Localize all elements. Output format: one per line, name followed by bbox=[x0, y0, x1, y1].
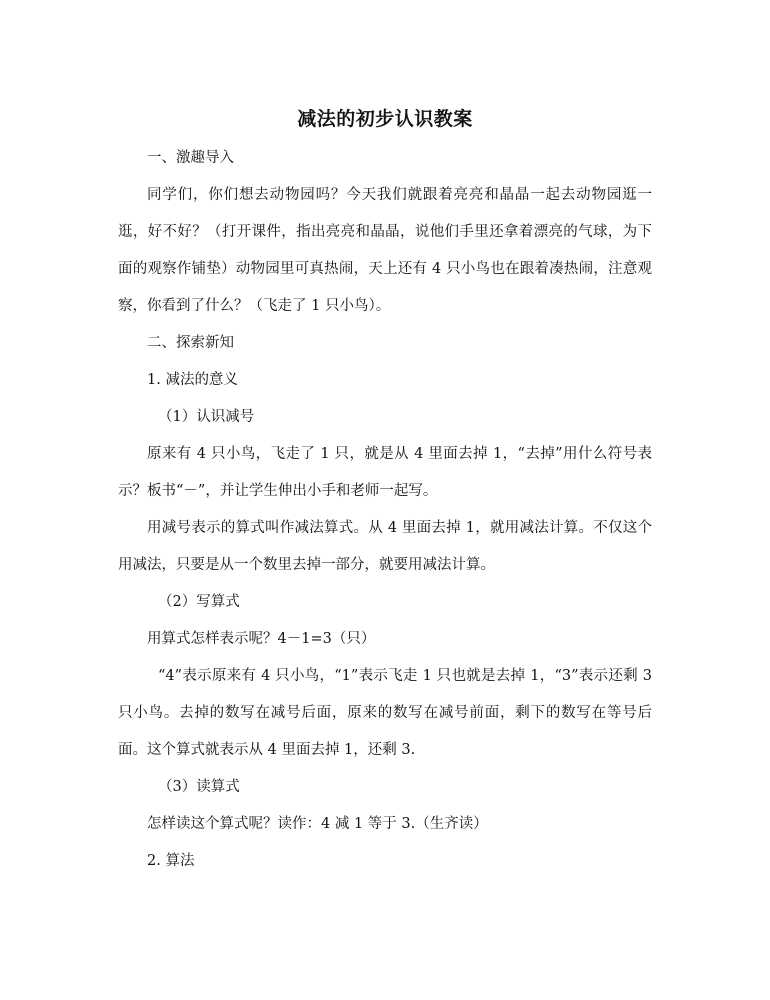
subheading-read-formula: （3）读算式 bbox=[158, 779, 240, 795]
paragraph-formula-example: 用算式怎样表示呢？4－1=3（只） bbox=[147, 631, 376, 647]
paragraph-formula-explanation: “4”表示原来有 4 只小鸟，“1”表示飞走 1 只也就是去掉 1，“3”表示还剩 3 只小鸟。去掉的数写在减号后面，原来的数写在减号前面，剩下的数写在等号后面。这个算式就表示从 4 里面去掉 1，还剩 3. bbox=[118, 668, 652, 758]
document-body bbox=[118, 140, 652, 880]
paragraph-subtraction-formula: 用减号表示的算式叫作减法算式。从 4 里面去掉 1，就用减法计算。不仅这个用减法，只要是从一个数里去掉一部分，就要用减法计算。 bbox=[118, 520, 652, 573]
paragraph-read-formula: 怎样读这个算式呢？读作：4 减 1 等于 3.（生齐读） bbox=[147, 816, 488, 832]
subheading-minus-sign: （1）认识减号 bbox=[158, 409, 255, 425]
section-heading-explore: 二、探索新知 bbox=[147, 335, 234, 351]
subheading-write-formula: （2）写算式 bbox=[158, 594, 240, 610]
subheading-meaning: 1. 减法的意义 bbox=[147, 372, 238, 388]
paragraph-intro: 同学们，你们想去动物园吗？今天我们就跟着亮亮和晶晶一起去动物园逛一逛，好不好？（打开课件，指出亮亮和晶晶，说他们手里还拿着漂亮的气球，为下面的观察作铺垫）动物园里可真热闹，天上还有 4 只小鸟也在跟着凑热闹，注意观察，你看到了什么？（飞走了 1 只小鸟）。 bbox=[118, 187, 652, 314]
document-title: 减法的初步认识教案 bbox=[297, 108, 473, 130]
subheading-algorithm: 2. 算法 bbox=[147, 853, 195, 869]
paragraph-minus-sign: 原来有 4 只小鸟，飞走了 1 只，就是从 4 里面去掉 1，“去掉”用什么符号表示？板书“－”，并让学生伸出小手和老师一起写。 bbox=[118, 446, 652, 499]
section-heading-intro: 一、激趣导入 bbox=[147, 150, 234, 166]
